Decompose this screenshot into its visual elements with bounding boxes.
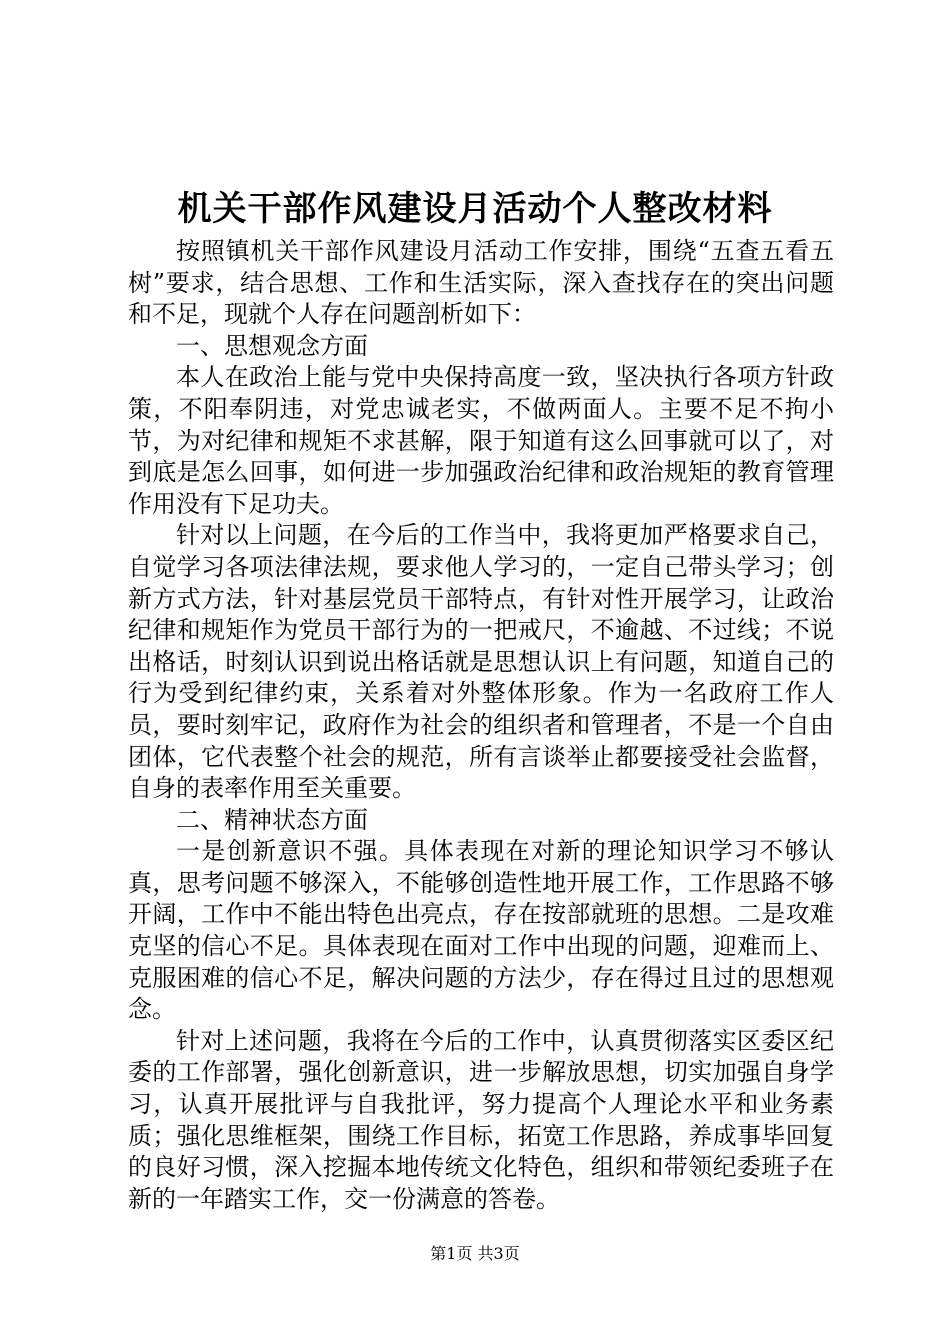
body-paragraph: 针对上述问题，我将在今后的工作中，认真贯彻落实区委区纪委的工作部署，强化创新意识，进一步解放思想，切实加强自身学习，认真开展批评与自我批评，努力提高个人理论水平和业务素质；强化思维框架，围绕工作目标，拓宽工作思路，养成事毕回复的良好习惯，深入挖掘本地传统文化特色，组织和带领纪委班子在新的一年踏实工作，交一份满意的答卷。	[128, 1026, 834, 1213]
section-heading-thought: 一、思想观念方面	[176, 331, 368, 360]
body-paragraph: 本人在政治上能与党中央保持高度一致，坚决执行各项方针政策，不阳奉阴违，对党忠诚老实，不做两面人。主要不足不拘小节，为对纪律和规矩不求甚解，限于知道有这么回事就可以了，对到底是怎么回事，如何进一步加强政治纪律和政治规矩的教育管理作用没有下足功夫。	[128, 363, 834, 518]
page-footer: 第1页 共3页	[430, 1244, 520, 1263]
body-paragraph: 一是创新意识不强。具体表现在对新的理论知识学习不够认真，思考问题不够深入，不能够创造性地开展工作，工作思路不够开阔，工作中不能出特色出亮点，存在按部就班的思想。二是攻难克坚的信心不足。具体表现在面对工作中出现的问题，迎难而上、克服困难的信心不足，解决问题的方法少，存在得过且过的思想观念。	[128, 837, 834, 1024]
intro-paragraph: 按照镇机关干部作风建设月活动工作安排，围绕“五查五看五树”要求，结合思想、工作和生活实际，深入查找存在的突出问题和不足，现就个人存在问题剖析如下：	[128, 237, 834, 329]
body-paragraph: 针对以上问题，在今后的工作当中，我将更加严格要求自己，自觉学习各项法律法规，要求他人学习的，一定自己带头学习；创新方式方法，针对基层党员干部特点，有针对性开展学习，让政治纪律和规矩作为党员干部行为的一把戒尺，不逾越、不过线；不说出格话，时刻认识到说出格话就是思想认识上有问题，知道自己的行为受到纪律约束，关系着对外整体形象。作为一名政府工作人员，要时刻牢记，政府作为社会的组织者和管理者，不是一个自由团体，它代表整个社会的规范，所有言谈举止都要接受社会监督，自身的表率作用至关重要。	[128, 521, 834, 803]
document-body	[128, 236, 834, 1215]
section-heading-spirit: 二、精神状态方面	[176, 805, 368, 834]
document-title: 机关干部作风建设月活动个人整改材料	[177, 189, 773, 229]
